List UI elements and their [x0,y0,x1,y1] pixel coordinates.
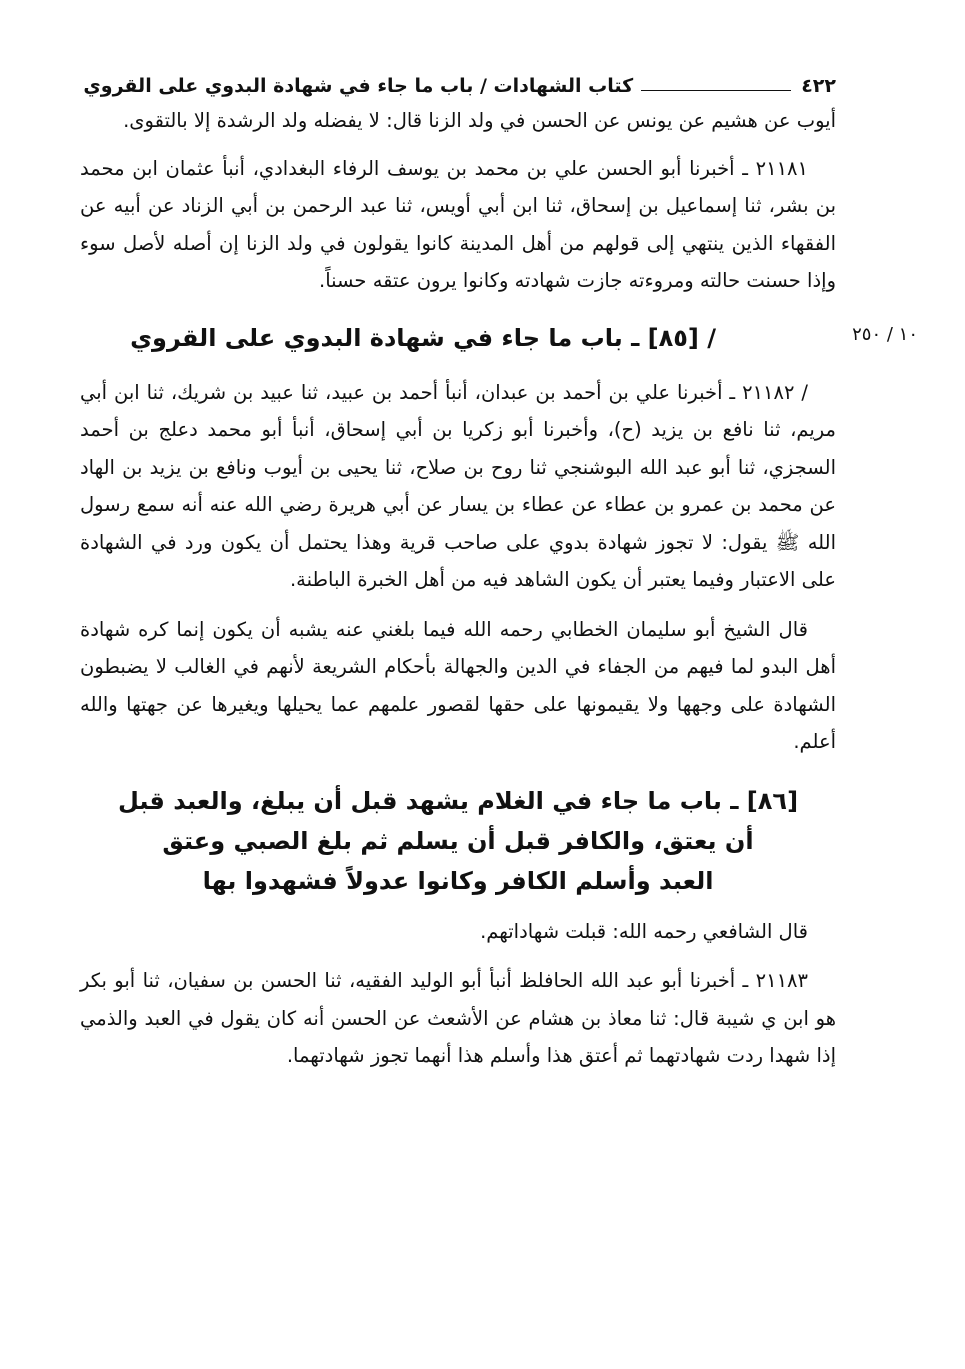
margin-volume-page-reference: ١٠ / ٢٥٠ [852,323,918,345]
chapter-85-heading-row [80,310,918,374]
hadith-21182: / ٢١١٨٢ ـ أخبرنا علي بن أحمد بن عبدان، أنبأ أحمد بن عبيد، ثنا عبيد بن شريك، ثنا ابن أبي مريم، ثنا نافع بن يزيد (ح)، وأخبرنا أبو زكريا بن أبي إسحاق، أنبأ أبو محمد دعلج بن أحمد السجزي، ثنا أبو عبد الله البوشنجي ثنا روح بن صلاح، ثنا يحيى بن أيوب ونافع بن يزيد بن الهاد عن محمد بن عمرو بن عطاء عن عطاء بن يسار عن أبي هريرة رضي الله عنه أنه سمع رسول الله ﷺ يقول: لا تجوز شهادة بدوي على صاحب قرية وهذا يحتمل أن يكون ورد في الشهادة على الاعتبار وفيما يعتبر أن يكون الشاهد فيه من أهل الخبرة الباطنة. [80,380,836,591]
book-page [80,70,918,1075]
chapter-86-heading-line: [٨٦] ـ باب ما جاء في الغلام يشهد قبل أن يبلغ، والعبد قبل [117,786,799,815]
running-header [80,70,836,102]
hadith-21181: ٢١١٨١ ـ أخبرنا أبو الحسن علي بن محمد بن يوسف الرفاء البغدادي، أنبأ عثمان ابن محمد بن بشر، ثنا إسماعيل بن إسحاق، ثنا ابن أبي أويس، ثنا عبد الرحمن بن أبي الزناد عن أبيه عن الفقهاء الذين ينتهي إلى قولهم من أهل المدينة كانوا يقولون في ولد الزنا إن أصله لأصل سوء وإذا حسنت حالته ومروءته جازت شهادته وكانوا يرون عتقه حسناً. [80,156,836,292]
header-rule [641,90,791,91]
chapter-86-heading-line: أن يعتق، والكافر قبل أن يسلم ثم بلغ الصبي وعتق [162,826,754,855]
running-title: كتاب الشهادات / باب ما جاء في شهادة البدوي على القروي [83,75,634,97]
continuation-paragraph: أيوب عن هشيم عن يونس عن الحسن في ولد الزنا قال: لا يفضله ولد الرشدة إلا بالتقوى. [123,109,836,132]
chapter-85-heading: / [٨٥] ـ باب ما جاء في شهادة البدوي على القروي [130,323,716,352]
chapter-86-heading [80,781,836,901]
page-number: ٤٢٢ [801,75,836,97]
hadith-21183: ٢١١٨٣ ـ أخبرنا أبو عبد الله الحافلظ أنبأ أبو الوليد الفقيه، ثنا الحسن بن سفيان، ثنا أبو بكر هو ابن ي شيبة قال: ثنا معاذ بن هشام عن الأشعث عن الحسن أنه كان يقول في العبد والذمي إذا شهدا ردت شهادتهما ثم أعتق هذا وأسلم هذا أنهما تجوز شهادتهما. [80,969,836,1067]
khattabi-commentary: قال الشيخ أبو سليمان الخطابي رحمه الله فيما بلغني عنه يشبه أن يكون إنما كره شهادة أهل البدو لما فيهم من الجفاء في الدين والجهالة بأحكام الشريعة لأنهم في الغالب لا يضبطون الشهادة على وجهها ولا يقيمونها على حقها لقصور علمهم عما يحيلها ويغيرها عن جهتها والله أعلم. [80,617,836,753]
shafii-statement: قال الشافعي رحمه الله: قبلت شهاداتهم. [480,919,808,943]
chapter-86-heading-line: العبد وأسلم الكافر وكانوا عدولاً فشهدوا بها [202,866,714,895]
